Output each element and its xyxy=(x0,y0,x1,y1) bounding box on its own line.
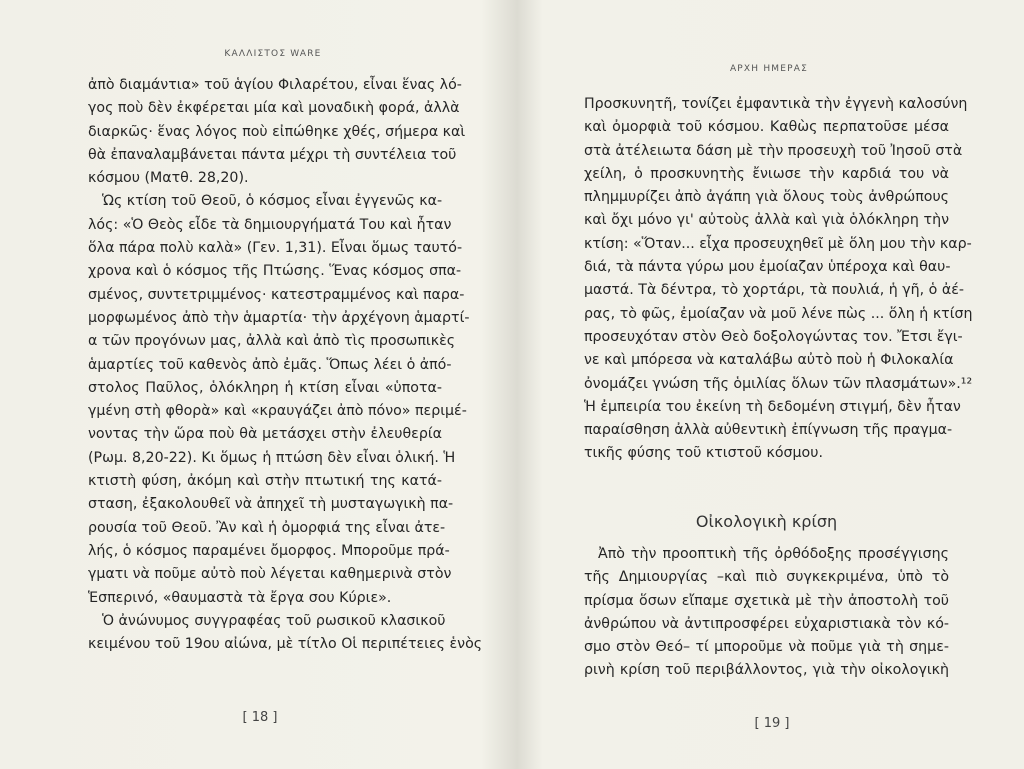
text-line: Ἡ ἐμπειρία του ἐκείνη τὴ δεδομένη στιγμή, δὲν ἦταν xyxy=(584,398,961,415)
running-head-author: ΚΑΛΛΙΣΤΟΣ WARE xyxy=(224,49,322,59)
text-line: σμο στὸν Θεό– τί μποροῦμε νὰ ποῦμε γιὰ τὴ σημε- xyxy=(584,639,949,656)
text-line: λής, ὁ κόσμος παραμένει ὄμορφος. Μποροῦμε πρά- xyxy=(88,542,450,559)
text-line: κόσμου (Ματθ. 28,20). xyxy=(88,170,249,187)
text-line: νε καὶ μπόρεσα νὰ καταλάβω αὐτὸ ποὺ ἡ Φιλοκαλία xyxy=(584,352,954,369)
section-heading: Οἰκολογικὴ κρίση xyxy=(695,512,838,531)
page-number: [ 19 ] xyxy=(754,716,790,731)
left-body-text xyxy=(88,74,483,656)
text-line: Προσκυνητῆ, τονίζει ἐμφαντικὰ τὴν ἐγγενὴ καλοσύνη xyxy=(584,96,968,112)
text-line: ἀνθρώπου νὰ ἀντιπροσφέρει εὐχαριστιακὰ τὸν κό- xyxy=(584,615,949,632)
text-line: μορφωμένος ἀπὸ τὴν ἁμαρτία· τὴν ἀρχέγονη ἁμαρτί- xyxy=(88,309,470,326)
text-line: ρινὴ κρίση τοῦ περιβάλλοντος, γιὰ τὴν οἰκολογικὴ xyxy=(584,662,949,679)
text-line: διαρκῶς· ἕνας λόγος ποὺ εἰπώθηκε χθές, σήμερα καὶ xyxy=(88,123,466,140)
text-line: καὶ ὀμορφιὰ τοῦ κόσμου. Καθὼς περπατοῦσε μέσα xyxy=(584,119,949,136)
right-page xyxy=(512,0,1024,769)
text-line: α τῶν προγόνων μας, ἀλλὰ καὶ ἀπὸ τὶς προσωπικὲς xyxy=(88,333,456,350)
right-section-text xyxy=(584,543,949,683)
right-body-text xyxy=(584,93,973,466)
running-head-title: ΑΡΧΗ ΗΜΕΡΑΣ xyxy=(729,64,809,74)
text-line: χείλη, ὁ προσκυνητὴς ἔνιωσε τὴν καρδιά του νὰ xyxy=(584,165,949,182)
text-line: κειμένου τοῦ 19ου αἰώνα, μὲ τίτλο Οἱ περιπέτειες ἑνὸς xyxy=(88,636,483,653)
text-line: ρας, τὸ φῶς, ἐμοίαζαν νὰ μοῦ λένε πὼς ... ὅλη ἡ κτίση xyxy=(584,305,973,322)
text-line: νοντας τὴν ὥρα ποὺ θὰ μετάσχει στὴν ἐλευθερία xyxy=(88,426,442,443)
text-line: σταση, ἐξακολουθεῖ νὰ ἀπηχεῖ τὴ μυσταγωγικὴ πα- xyxy=(88,496,454,513)
text-line: στὰ ἀτέλειωτα δάση μὲ τὴν προσευχὴ τοῦ Ἰησοῦ στὰ xyxy=(584,142,963,159)
text-line: ἀπὸ διαμάντια» τοῦ ἁγίου Φιλαρέτου, εἶναι ἕνας λό- xyxy=(88,77,462,93)
text-line: (Ρωμ. 8,20-22). Κι ὅμως ἡ πτώση δὲν εἶναι ὁλική. Ἡ xyxy=(88,449,456,466)
text-line: τικῆς φύσης τοῦ κτιστοῦ κόσμου. xyxy=(584,445,823,462)
text-line: καὶ ὄχι μόνο γι' αὐτοὺς ἀλλὰ καὶ γιὰ ὁλόκληρη τὴν xyxy=(584,212,949,229)
text-line: παραίσθηση ἀλλὰ αὐθεντικὴ ἐπίγνωση τῆς πραγμα- xyxy=(584,422,953,439)
text-line: Ὡς κτίση τοῦ Θεοῦ, ὁ κόσμος εἶναι ἐγγενῶς κα- xyxy=(102,193,443,210)
text-line: Ὁ ἀνώνυμος συγγραφέας τοῦ ρωσικοῦ κλασικοῦ xyxy=(102,612,446,629)
text-line: γμένη στὴ φθορὰ» καὶ «κραυγάζει ἀπὸ πόνο» περιμέ- xyxy=(88,403,467,420)
text-line: διά, τὰ πάντα γύρω μου ἐμοίαζαν ὑπέροχα καὶ θαυ- xyxy=(584,259,951,276)
text-line: γματι νὰ ποῦμε αὐτὸ ποὺ λέγεται καθημερινὰ στὸν xyxy=(88,566,452,583)
text-line: μαστά. Τὰ δέντρα, τὸ χορτάρι, τὰ πουλιά, ἡ γῆ, ὁ ἀέ- xyxy=(584,282,964,299)
text-line: πρίσμα ὅσων εἴπαμε σχετικὰ μὲ τὴν ἀποστολὴ τοῦ xyxy=(584,592,949,609)
text-line: Ἀπὸ τὴν προοπτικὴ τῆς ὀρθόδοξης προσέγγισης xyxy=(598,546,949,562)
text-line: ὀνομάζει γνώση τῆς ὁμιλίας ὅλων τῶν πλασμάτων».¹² xyxy=(584,375,973,392)
text-line: τῆς Δημιουργίας –καὶ πιὸ συγκεκριμένα, ὑπὸ τὸ xyxy=(584,569,949,586)
text-line: ἁμαρτίες τοῦ καθενὸς ἀπὸ ἐμᾶς. Ὅπως λέει ὁ ἀπό- xyxy=(88,356,452,373)
text-line: κτίση: «Ὅταν... εἶχα προσευχηθεῖ μὲ ὅλη μου τὴν καρ- xyxy=(584,235,972,252)
text-line: γος ποὺ δὲν ἐκφέρεται μία καὶ μοναδικὴ φορά, ἀλλὰ xyxy=(88,100,460,117)
text-line: Ἑσπερινό, «θαυμαστὰ τὰ ἔργα σου Κύριε». xyxy=(88,589,392,606)
text-line: θὰ ἐπαναλαμβάνεται πάντα μέχρι τὴ συντέλεια τοῦ xyxy=(88,146,457,163)
text-line: χρονα καὶ ὁ κόσμος τῆς Πτώσης. Ἕνας κόσμος σπα- xyxy=(88,263,462,280)
page-number: [ 18 ] xyxy=(242,710,278,725)
text-line: λός: «Ὁ Θεὸς εἶδε τὰ δημιουργήματά Του καὶ ἦταν xyxy=(88,216,452,233)
text-line: στολος Παῦλος, ὁλόκληρη ἡ κτίση εἶναι «ὑποτα- xyxy=(88,379,442,396)
text-line: πλημμυρίζει ἀπὸ ἀγάπη γιὰ ὅλους τοὺς ἀνθρώπους xyxy=(584,189,949,206)
text-line: ρουσία τοῦ Θεοῦ. Ἂν καὶ ἡ ὀμορφιά της εἶναι ἀτε- xyxy=(88,519,446,536)
text-line: προσευχόταν στὸν Θεὸ δοξολογώντας τον. Ἔτσι ἔγι- xyxy=(584,328,963,345)
text-line: σμένος, συντετριμμένος· κατεστραμμένος καὶ παρα- xyxy=(88,286,465,303)
text-line: ὅλα πάρα πολὺ καλὰ» (Γεν. 1,31). Εἶναι ὅμως ταυτό- xyxy=(88,240,463,257)
text-line: κτιστὴ φύση, ἀκόμη καὶ στὴν πτωτική της κατά- xyxy=(88,473,442,490)
